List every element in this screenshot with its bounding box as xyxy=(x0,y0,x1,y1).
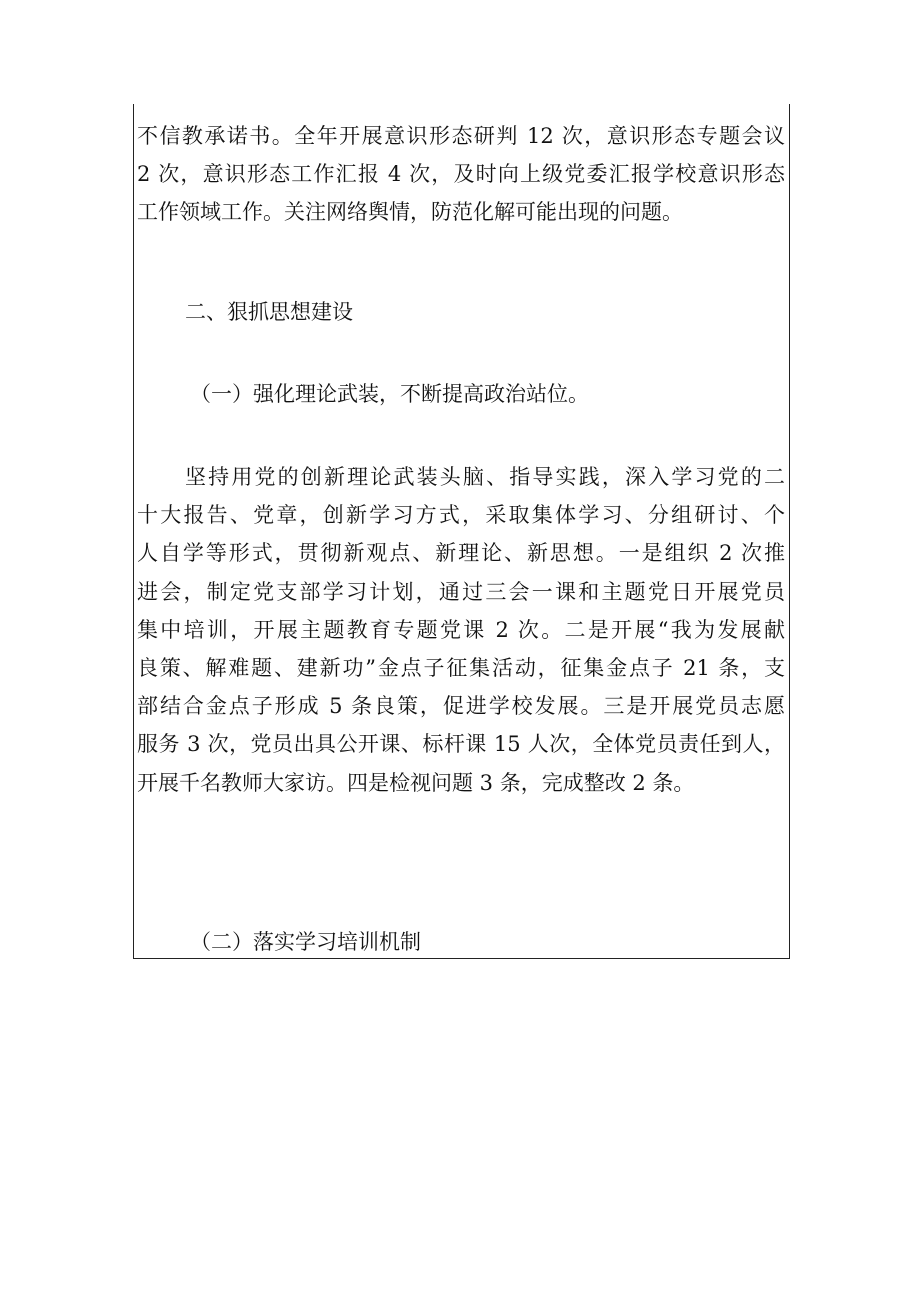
subsection-heading-2: （二）落实学习培训机制 xyxy=(190,930,421,954)
paragraph-line: 不信教承诺书。全年开展意识形态研判 12 次，意识形态专题会议 xyxy=(137,124,785,148)
paragraph-line: 2 次，意识形态工作汇报 4 次，及时向上级党委汇报学校意识形态 xyxy=(137,162,785,187)
paragraph-line: 人自学等形式，贯彻新观点、新理论、新思想。一是组织 2 次推 xyxy=(137,541,785,566)
paragraph-line: 良策、解难题、建新功”金点子征集活动，征集金点子 21 条，支 xyxy=(137,655,785,680)
section-heading: 二、狠抓思想建设 xyxy=(185,300,353,324)
subsection-heading-1: （一）强化理论武装，不断提高政治站位。 xyxy=(190,382,589,406)
paragraph-line: 工作领域工作。关注网络舆情，防范化解可能出现的问题。 xyxy=(137,200,683,225)
paragraph-line: 服务 3 次，党员出具公开课、标杆课 15 人次，全体党员责任到人， xyxy=(137,732,785,757)
paragraph-line: 部结合金点子形成 5 条良策，促进学校发展。三是开展党员志愿 xyxy=(137,694,785,719)
top-paragraph xyxy=(137,117,785,232)
paragraph-line: 进会，制定党支部学习计划，通过三会一课和主题党日开展党员 xyxy=(137,579,785,604)
paragraph-line: 十大报告、党章，创新学习方式，采取集体学习、分组研讨、个 xyxy=(137,503,785,528)
main-paragraph xyxy=(137,458,785,802)
paragraph-line: 坚持用党的创新理论武装头脑、指导实践，深入学习党的二 xyxy=(185,465,785,489)
paragraph-line: 开展千名教师大家访。四是检视问题 3 条，完成整改 2 条。 xyxy=(137,770,695,795)
paragraph-line: 集中培训，开展主题教育专题党课 2 次。二是开展“我为发展献 xyxy=(137,617,785,642)
